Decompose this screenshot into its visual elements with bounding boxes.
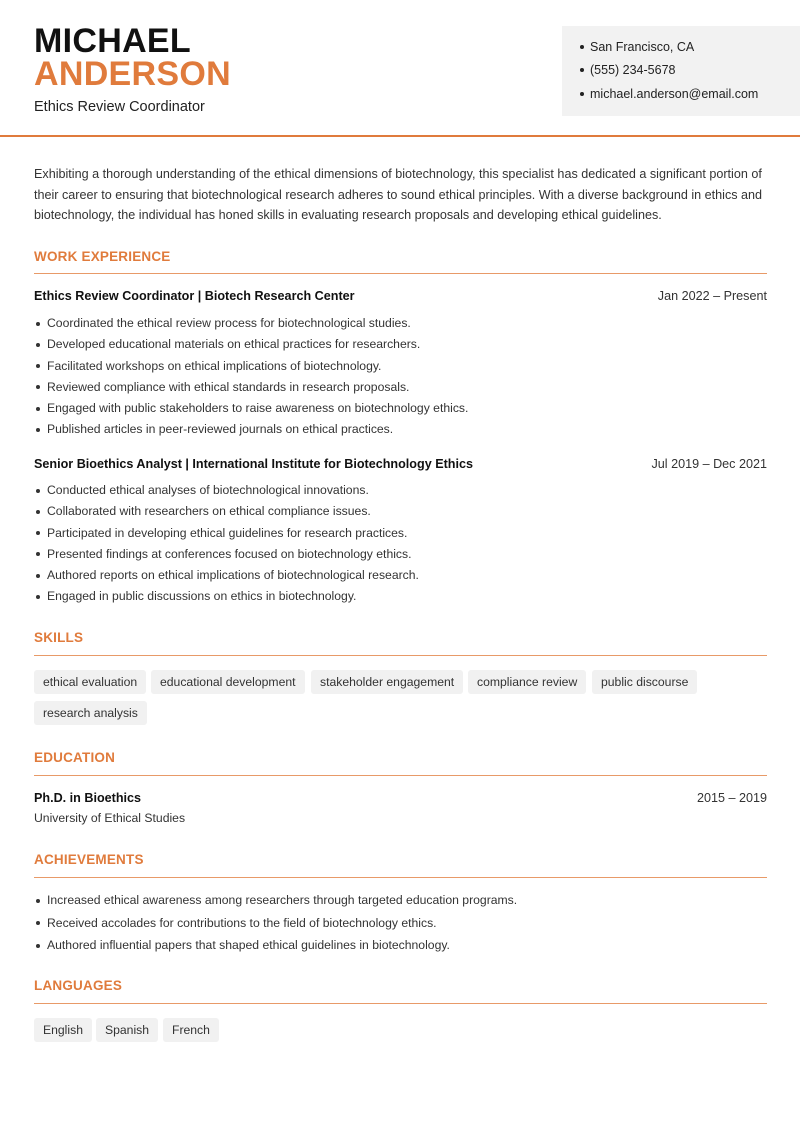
list-item: Received accolades for contributions to the field of biotechnology ethics.: [34, 915, 767, 938]
list-item: Facilitated workshops on ethical implications of biotechnology.: [34, 358, 767, 379]
skill-tag: research analysis: [34, 701, 147, 725]
skill-tag: public discourse: [592, 670, 697, 694]
job-dates: Jan 2022 – Present: [657, 289, 767, 303]
skill-tag: compliance review: [468, 670, 586, 694]
list-item: Collaborated with researchers on ethical compliance issues.: [34, 503, 767, 524]
list-item: Reviewed compliance with ethical standards in research proposals.: [34, 379, 767, 400]
section-title-languages: LANGUAGES: [34, 978, 123, 993]
job-dates: Jul 2019 – Dec 2021: [651, 457, 767, 471]
bullet-icon: [580, 45, 584, 49]
job-role: Senior Bioethics Analyst | International Institute for Biotechnology Ethics: [34, 457, 473, 471]
list-item: Increased ethical awareness among researchers through targeted education programs.: [34, 892, 767, 915]
contact-location: San Francisco, CA: [580, 40, 694, 54]
list-item: Engaged with public stakeholders to raise awareness on biotechnology ethics.: [34, 400, 767, 421]
section-title-skills: SKILLS: [34, 630, 84, 645]
job-heading: [34, 457, 767, 471]
section-title-education: EDUCATION: [34, 750, 116, 765]
contact-phone: (555) 234-5678: [580, 63, 675, 77]
list-item: Published articles in peer-reviewed journals on ethical practices.: [34, 421, 767, 442]
last-name: ANDERSON: [34, 55, 231, 93]
skill-tag: stakeholder engagement: [311, 670, 463, 694]
contact-email[interactable]: michael.anderson@email.com: [580, 87, 758, 101]
education-school: University of Ethical Studies: [34, 811, 186, 825]
skill-tag: educational development: [151, 670, 305, 694]
education-degree: Ph.D. in Bioethics: [34, 791, 142, 805]
list-item: Authored influential papers that shaped ethical guidelines in biotechnology.: [34, 937, 767, 960]
resume-header: [0, 0, 800, 137]
section-divider: [34, 1003, 767, 1004]
list-item: Developed educational materials on ethical practices for researchers.: [34, 336, 767, 357]
language-tag: English: [34, 1018, 92, 1042]
language-tag: French: [163, 1018, 219, 1042]
bullet-icon: [580, 92, 584, 96]
section-divider: [34, 775, 767, 776]
list-item: Conducted ethical analyses of biotechnological innovations.: [34, 482, 767, 503]
job-title: Ethics Review Coordinator: [34, 99, 205, 115]
list-item: Participated in developing ethical guidelines for research practices.: [34, 525, 767, 546]
bullet-icon: [580, 68, 584, 72]
section-divider: [34, 655, 767, 656]
section-divider: [34, 273, 767, 274]
section-divider: [34, 877, 767, 878]
job-role: Ethics Review Coordinator | Biotech Research Center: [34, 289, 355, 303]
job-heading: [34, 289, 767, 303]
education-dates: 2015 – 2019: [696, 791, 767, 805]
summary-text: Exhibiting a thorough understanding of the ethical dimensions of biotechnology, this specialist has dedicated a significant portion of their career to ensuring that biotechnological research adheres to sound ethical principles. With a diverse background in ethics and biotechnology, the individual has honed skills in evaluating research proposals and developing ethical guidelines.: [34, 167, 763, 222]
job-bullets: [34, 482, 767, 610]
list-item: Coordinated the ethical review process for biotechnological studies.: [34, 315, 767, 336]
achievements-list: [34, 892, 767, 960]
list-item: Engaged in public discussions on ethics in biotechnology.: [34, 588, 767, 609]
skill-tag: ethical evaluation: [34, 670, 146, 694]
language-tag: Spanish: [96, 1018, 158, 1042]
first-name: MICHAEL: [34, 22, 191, 60]
list-item: Authored reports on ethical implications of biotechnological research.: [34, 567, 767, 588]
list-item: Presented findings at conferences focused on biotechnology ethics.: [34, 546, 767, 567]
section-title-achievements: ACHIEVEMENTS: [34, 852, 144, 867]
section-title-work: WORK EXPERIENCE: [34, 249, 171, 264]
contact-box: [562, 26, 800, 116]
job-bullets: [34, 315, 767, 443]
